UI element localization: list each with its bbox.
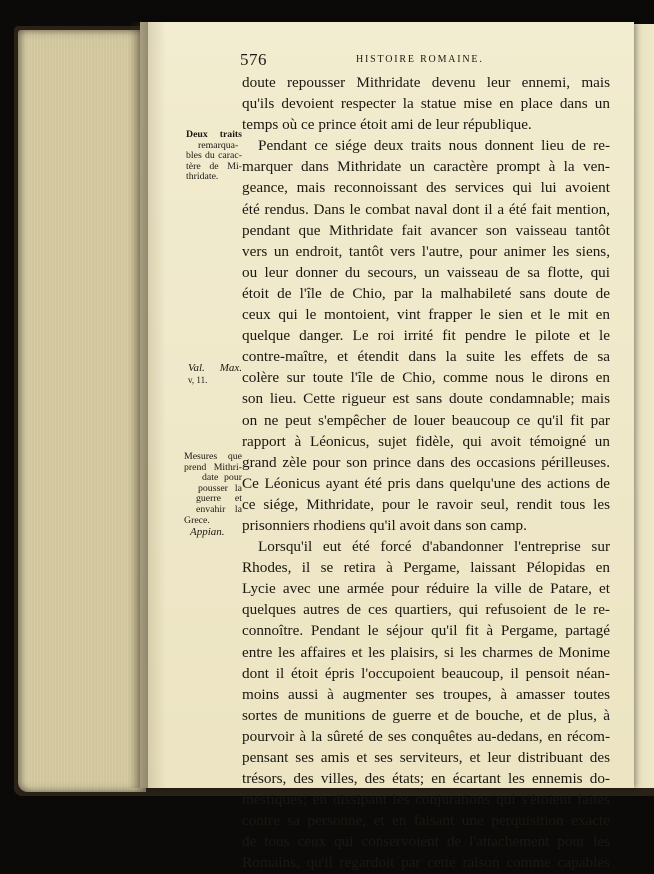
text-line: grand zèle pour son prince dans des occasions périlleuses.	[242, 453, 610, 471]
margin-note-line: Deux traits	[186, 129, 242, 140]
text-line: mestiques; en dissipant les conjurations qui s'étoient faites	[242, 791, 610, 809]
text-line: trésors, des villes, des états; en écartant les ennemis do-	[242, 770, 610, 788]
text-line: Lorsqu'il eut été forcé d'abandonner l'entreprise sur	[258, 538, 610, 556]
text-line: quelque danger. Le roi irrité fit pendre le pilote et le	[242, 327, 610, 345]
margin-note-line: v, 11.	[188, 375, 208, 385]
body-text	[242, 72, 610, 874]
text-line: ce siége, Mithridate, pour le ravoir seul, rendit tous les	[242, 495, 610, 513]
margin-note-line: Grece.	[184, 514, 210, 526]
text-line: dont il étoit épris l'occupoient beaucoup, il pensoit néan-	[242, 664, 610, 682]
text-line: temps où ce prince étoit ami de leur république.	[242, 116, 532, 134]
text-line: connoître. Pendant le séjour qu'il fit à Pergame, partagé	[242, 622, 610, 640]
text-line: marquer dans Mithridate un caractère prompt à la ven-	[242, 158, 610, 176]
margin-note-val-max	[188, 362, 242, 386]
page-header	[240, 52, 606, 70]
text-line: entre les affaires et les plaisirs, si les charmes de Monime	[242, 643, 610, 661]
margin-note-deux-traits	[186, 130, 242, 183]
margin-note-line: envahir la	[196, 503, 242, 515]
text-line: Romains, qu'il regardoit par cette raison comme capables	[242, 854, 610, 872]
text-line: doute repousser Mithridate devenu leur ennemi, mais	[242, 74, 610, 91]
text-line: étoit de l'île de Chio, par la malhabileté sans doute de	[242, 284, 610, 302]
text-line: Pendant ce siége deux traits nous donnent lieu de re-	[258, 137, 610, 155]
text-line: contre sa personne, et en faisant une perquisition exacte	[242, 812, 610, 830]
text-line: vers un endroit, tantôt vers l'autre, pour animer les siens,	[242, 242, 610, 260]
margin-note-line: Appian.	[190, 526, 225, 538]
text-line: Rhodes, il se retira à Pergame, laissant Pélopidas en	[242, 559, 610, 577]
text-line: rapport à Léonicus, sujet fidèle, qui avoit témoigné un	[242, 432, 610, 450]
margin-note-line: remarqua-	[198, 139, 239, 151]
text-line: ou leur donner du secours, un vaisseau de sa flotte, qui	[242, 263, 610, 281]
text-line: Ce Léonicus ayant été pris dans quelqu'une des actions de	[242, 474, 610, 492]
margin-note-line: Val. Max.	[188, 362, 242, 374]
text-line: colère sur toute l'île de Chio, comme nous le dirons en	[242, 369, 610, 387]
gutter-shadow	[128, 22, 148, 788]
margin-note-line: guerre et	[196, 493, 242, 505]
running-title: HISTOIRE ROMAINE.	[356, 54, 484, 65]
page-number: 576	[240, 50, 267, 69]
text-line: pourvoir à la sûreté de ses conquêtes au-dedans, en récom-	[242, 727, 610, 745]
text-line: quelques autres de ces quartiers, qui refusoient de le re-	[242, 601, 610, 619]
text-line: geance, mais reconnoissant des services qui lui avoient	[242, 179, 610, 197]
page-edges	[18, 30, 146, 792]
margin-note-line: thridate.	[186, 171, 219, 183]
margin-note-line: Mesures que	[184, 451, 242, 462]
text-line: pensant ses amis et ses serviteurs, et leur distribuant des	[242, 749, 610, 766]
text-line: on ne peut s'empêcher de louer beaucoup ce qu'il fit par	[242, 411, 610, 429]
margin-note-line: pousser la	[198, 482, 242, 494]
text-line: pendant que Mithridate fait avancer son vaisseau tantôt	[242, 221, 610, 239]
margin-note-line: bles du carac-	[186, 150, 242, 162]
margin-note-mesures	[184, 452, 242, 526]
text-line: contre-maître, et étendit dans la suite les effets de sa	[242, 348, 610, 366]
margin-note-line: tère de Mi-	[186, 160, 242, 172]
margin-note-line: prend Mithri-	[184, 461, 242, 473]
text-line: sortes de munitions de guerre et de bouche, et de plus, à	[242, 706, 610, 724]
text-line: ceux qui le montoient, vint frapper le sien et le mit en	[242, 306, 610, 324]
text-line: Lycie avec une armée pour réduire la ville de Patare, et	[242, 580, 610, 598]
text-line: prisonniers rhodiens qu'il avoit dans son camp.	[242, 516, 527, 534]
text-line: qu'ils devoient respecter la statue mise en place dans un	[242, 95, 610, 113]
margin-note-appian	[190, 526, 240, 538]
text-line: moins aussi à augmenter ses troupes, à amasser toutes	[242, 685, 610, 703]
text-line: été rendus. Dans le combat naval dont il a été fait mention,	[242, 200, 610, 218]
text-line: de tous ceux qui conservoient de l'attachement pour les	[242, 833, 610, 851]
margin-note-line: date pour	[202, 472, 242, 484]
text-line: son lieu. Cette rigueur est sans doute condamnable; mais	[242, 390, 610, 408]
